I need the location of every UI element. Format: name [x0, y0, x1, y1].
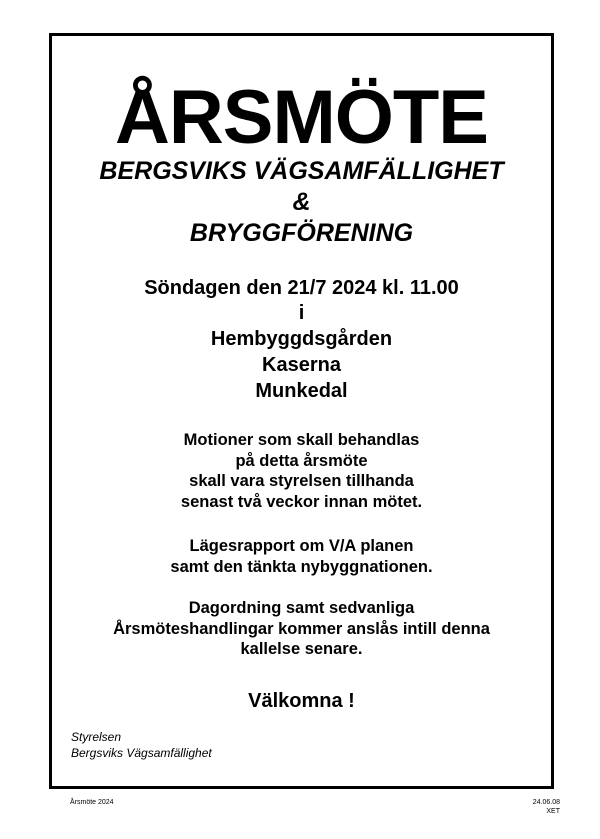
- notice-title: ÅRSMÖTE: [115, 75, 488, 160]
- paragraph-line: kallelse senare.: [240, 640, 363, 658]
- paragraph-line: Dagordning samt sedvanliga: [188, 599, 415, 617]
- signature-line: Styrelsen: [71, 730, 122, 744]
- venue-line: Kaserna: [262, 354, 341, 376]
- welcome-text: Välkomna !: [248, 690, 355, 712]
- motions-paragraph: [52, 430, 551, 512]
- paragraph-line: samt den tänkta nybyggnationen.: [170, 557, 433, 576]
- notice-frame: [49, 33, 554, 789]
- paragraph-line: skall vara styrelsen tillhanda: [189, 472, 414, 490]
- paragraph-line: senast två veckor innan mötet.: [180, 492, 423, 511]
- org-name-line2: BRYGGFÖRENING: [189, 219, 414, 247]
- venue-prefix: i: [298, 302, 305, 324]
- org-name-line1: BERGSVIKS VÄGSAMFÄLLIGHET: [99, 157, 504, 185]
- paragraph-line: på detta årsmöte: [235, 451, 368, 470]
- signature: [71, 729, 212, 761]
- agenda-paragraph: [52, 598, 551, 660]
- signature-line: Bergsviks Vägsamfällighet: [71, 746, 212, 760]
- paragraph-line: Lägesrapport om V/A planen: [189, 537, 414, 555]
- meeting-date: Söndagen den 21/7 2024 kl. 11.00: [144, 277, 459, 299]
- venue-line: Munkedal: [255, 380, 348, 402]
- paragraph-line: Motioner som skall behandlas: [183, 431, 420, 449]
- status-paragraph: [52, 536, 551, 577]
- footer-initials: XET: [546, 808, 560, 815]
- venue-line: Hembyggdsgården: [210, 328, 393, 350]
- paragraph-line: Årsmöteshandlingar kommer anslås intill denna: [113, 619, 490, 638]
- footer-stamp: [533, 798, 560, 816]
- footer-document-name: Årsmöte 2024: [70, 799, 114, 806]
- org-ampersand: &: [292, 188, 311, 216]
- footer-date: 24.06.08: [532, 799, 560, 806]
